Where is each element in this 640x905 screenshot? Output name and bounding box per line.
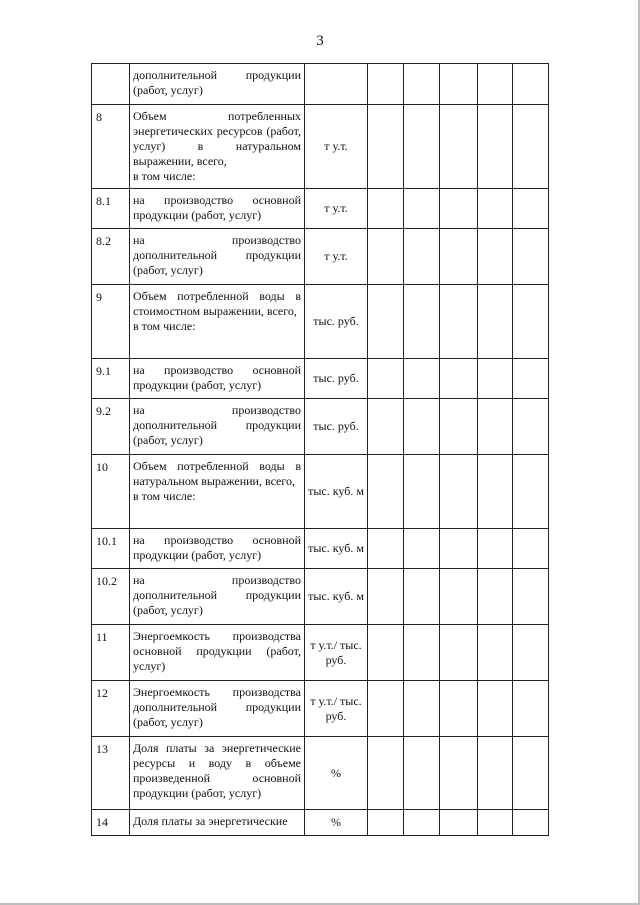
indicator-name-subtext: в том числе: [133, 319, 196, 333]
indicator-name-text: Объем потребленной воды в стоимостном выражении, всего, [133, 289, 301, 318]
value-cell [404, 399, 440, 455]
value-cell [404, 681, 440, 737]
value-cell [440, 399, 478, 455]
indicator-name [130, 189, 305, 229]
value-cell [440, 455, 478, 529]
value-cell [440, 359, 478, 399]
row-number: 11 [92, 625, 130, 681]
table-row [92, 229, 549, 285]
indicator-name [130, 810, 305, 836]
table-row [92, 529, 549, 569]
value-cell [478, 455, 513, 529]
value-cell [440, 810, 478, 836]
value-cell [368, 229, 404, 285]
indicator-name [130, 105, 305, 189]
value-cell [404, 625, 440, 681]
value-cell [478, 229, 513, 285]
value-cell [368, 625, 404, 681]
value-cell [368, 64, 404, 105]
indicator-name [130, 359, 305, 399]
table-row [92, 737, 549, 810]
value-cell [404, 285, 440, 359]
indicator-name-text: на производство дополнительной продукции (работ, услуг) [133, 573, 301, 617]
value-cell [440, 681, 478, 737]
value-cell [478, 529, 513, 569]
value-cell [368, 105, 404, 189]
table-row [92, 359, 549, 399]
value-cell [368, 399, 404, 455]
value-cell [404, 569, 440, 625]
value-cell [404, 359, 440, 399]
value-cell [513, 625, 549, 681]
indicator-name-text: Доля платы за энергетические ресурсы и воду в объеме произведенной основной продукции (работ, услуг) [133, 741, 301, 800]
row-number: 9 [92, 285, 130, 359]
indicator-name-text: на производство дополнительной продукции (работ, услуг) [133, 233, 301, 277]
value-cell [513, 64, 549, 105]
table-row [92, 64, 549, 105]
value-cell [440, 625, 478, 681]
value-cell [478, 681, 513, 737]
value-cell [404, 105, 440, 189]
value-cell [440, 189, 478, 229]
value-cell [440, 529, 478, 569]
value-cell [478, 189, 513, 229]
unit-of-measure: тыс. куб. м [305, 529, 368, 569]
indicator-name-subtext: в том числе: [133, 489, 196, 503]
indicator-name-text: на производство дополнительной продукции (работ, услуг) [133, 403, 301, 447]
value-cell [368, 455, 404, 529]
row-number: 9.2 [92, 399, 130, 455]
unit-of-measure: т у.т. [305, 229, 368, 285]
unit-of-measure: % [305, 737, 368, 810]
value-cell [513, 399, 549, 455]
value-cell [368, 737, 404, 810]
value-cell [513, 189, 549, 229]
unit-of-measure: тыс. куб. м [305, 455, 368, 529]
value-cell [478, 625, 513, 681]
unit-of-measure: % [305, 810, 368, 836]
indicator-name [130, 285, 305, 359]
table-row [92, 399, 549, 455]
indicator-name-text: на производство основной продукции (работ, услуг) [133, 533, 301, 562]
value-cell [513, 105, 549, 189]
value-cell [513, 529, 549, 569]
row-number: 10 [92, 455, 130, 529]
value-cell [478, 810, 513, 836]
indicator-name-text: Доля платы за энергетические [133, 814, 288, 828]
unit-of-measure: т у.т. [305, 189, 368, 229]
table-row [92, 455, 549, 529]
indicator-name [130, 625, 305, 681]
row-number: 13 [92, 737, 130, 810]
value-cell [404, 737, 440, 810]
value-cell [513, 810, 549, 836]
indicator-name-text: Объем потребленных энергетических ресурсов (работ, услуг) в натуральном выражении, всего, [133, 109, 301, 168]
indicator-name [130, 64, 305, 105]
unit-of-measure: т у.т. [305, 105, 368, 189]
value-cell [368, 681, 404, 737]
value-cell [513, 569, 549, 625]
indicator-name [130, 229, 305, 285]
row-number: 10.1 [92, 529, 130, 569]
table-row [92, 569, 549, 625]
table-row [92, 285, 549, 359]
value-cell [440, 64, 478, 105]
unit-of-measure: т у.т./ тыс. руб. [305, 681, 368, 737]
unit-of-measure: тыс. куб. м [305, 569, 368, 625]
row-number: 8.1 [92, 189, 130, 229]
value-cell [404, 455, 440, 529]
value-cell [513, 737, 549, 810]
value-cell [513, 229, 549, 285]
value-cell [513, 455, 549, 529]
value-cell [368, 189, 404, 229]
value-cell [478, 359, 513, 399]
indicator-name-text: Энергоемкость производства основной продукции (работ, услуг) [133, 629, 301, 673]
row-number: 12 [92, 681, 130, 737]
value-cell [404, 189, 440, 229]
table-row [92, 189, 549, 229]
value-cell [440, 229, 478, 285]
row-number: 10.2 [92, 569, 130, 625]
value-cell [478, 105, 513, 189]
indicator-name-text: Энергоемкость производства дополнительной продукции (работ, услуг) [133, 685, 301, 729]
table-row [92, 810, 549, 836]
indicator-name [130, 399, 305, 455]
indicator-name [130, 455, 305, 529]
row-number: 9.1 [92, 359, 130, 399]
page-number: 3 [316, 33, 324, 49]
unit-of-measure: т у.т./ тыс. руб. [305, 625, 368, 681]
table-row [92, 625, 549, 681]
value-cell [513, 681, 549, 737]
value-cell [440, 569, 478, 625]
value-cell [368, 359, 404, 399]
indicator-name [130, 529, 305, 569]
value-cell [368, 285, 404, 359]
value-cell [368, 529, 404, 569]
unit-of-measure [305, 64, 368, 105]
unit-of-measure: тыс. руб. [305, 359, 368, 399]
indicator-name [130, 681, 305, 737]
value-cell [440, 105, 478, 189]
indicator-name [130, 737, 305, 810]
value-cell [440, 737, 478, 810]
value-cell [513, 285, 549, 359]
value-cell [404, 529, 440, 569]
row-number [92, 64, 130, 105]
unit-of-measure: тыс. руб. [305, 399, 368, 455]
indicator-name-text: на производство основной продукции (работ, услуг) [133, 193, 301, 222]
unit-of-measure: тыс. руб. [305, 285, 368, 359]
indicator-name-text: Объем потребленной воды в натуральном выражении, всего, [133, 459, 301, 488]
table-row [92, 105, 549, 189]
value-cell [478, 64, 513, 105]
value-cell [404, 229, 440, 285]
value-cell [478, 399, 513, 455]
value-cell [404, 64, 440, 105]
value-cell [513, 359, 549, 399]
value-cell [368, 569, 404, 625]
indicator-name-text: на производство основной продукции (работ, услуг) [133, 363, 301, 392]
row-number: 14 [92, 810, 130, 836]
value-cell [478, 285, 513, 359]
indicator-name-text: дополнительной продукции (работ, услуг) [133, 68, 301, 97]
value-cell [478, 569, 513, 625]
value-cell [368, 810, 404, 836]
row-number: 8.2 [92, 229, 130, 285]
indicator-name-subtext: в том числе: [133, 169, 196, 183]
row-number: 8 [92, 105, 130, 189]
value-cell [440, 285, 478, 359]
indicators-table [91, 63, 549, 836]
value-cell [478, 737, 513, 810]
indicator-name [130, 569, 305, 625]
value-cell [404, 810, 440, 836]
table-row [92, 681, 549, 737]
